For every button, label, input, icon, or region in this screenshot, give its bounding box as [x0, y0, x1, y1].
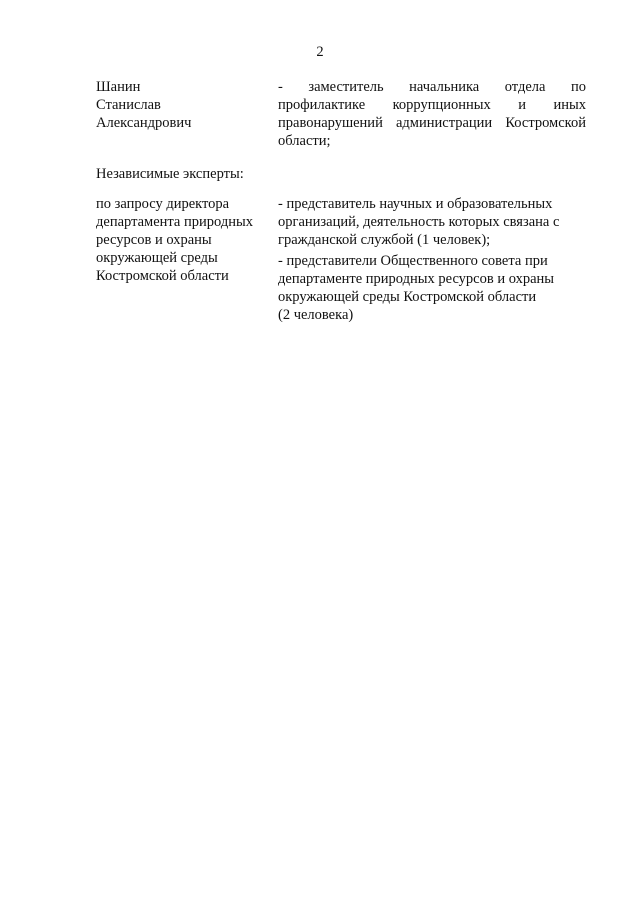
member-role-word: администрации — [395, 115, 493, 131]
member-role-word: заместитель — [308, 79, 384, 95]
member-role-word: профилактике — [278, 97, 366, 113]
member-name — [96, 78, 266, 132]
member-role-line — [278, 96, 586, 114]
member-role-line — [278, 78, 586, 96]
experts-request — [96, 195, 266, 285]
member-role-line — [278, 114, 586, 132]
experts-item-line: гражданской службой (1 человек); — [278, 232, 491, 248]
experts-item-line: департаменте природных ресурсов и охраны — [278, 271, 555, 287]
member-role-word: - — [278, 79, 283, 95]
experts-item-2 — [278, 252, 586, 324]
experts-item-line: (2 человека) — [278, 307, 354, 323]
page-number: 2 — [316, 44, 324, 60]
experts-heading-text: Независимые эксперты: — [96, 166, 244, 182]
member-role-word: правонарушений — [278, 115, 383, 131]
experts-request-line: окружающей среды — [96, 250, 218, 266]
experts-request-line: Костромской области — [96, 268, 229, 284]
member-name-line: Шанин — [96, 79, 141, 95]
experts-request-line: по запросу директора — [96, 196, 230, 212]
member-role — [278, 78, 586, 150]
experts-item-line: - представитель научных и образовательных — [278, 196, 553, 212]
member-role-word: коррупционных — [392, 97, 491, 113]
member-role-word: и — [518, 97, 526, 113]
member-name-line: Станислав — [96, 97, 161, 113]
member-role-word: по — [570, 79, 586, 95]
experts-request-line: ресурсов и охраны — [96, 232, 212, 248]
member-name-line: Александрович — [96, 115, 192, 131]
member-role-word: Костромской — [505, 115, 586, 131]
experts-item-line: окружающей среды Костромской области — [278, 289, 537, 305]
member-role-word: начальника — [409, 79, 480, 95]
experts-item-line: - представители Общественного совета при — [278, 253, 548, 269]
member-role-word: отдела — [504, 79, 546, 95]
member-role-word: иных — [553, 97, 586, 113]
member-role-line: области; — [278, 133, 331, 149]
experts-item-1 — [278, 195, 586, 249]
experts-item-line: организаций, деятельность которых связана с — [278, 214, 560, 230]
experts-heading — [96, 165, 396, 183]
experts-request-line: департамента природных — [96, 214, 253, 230]
